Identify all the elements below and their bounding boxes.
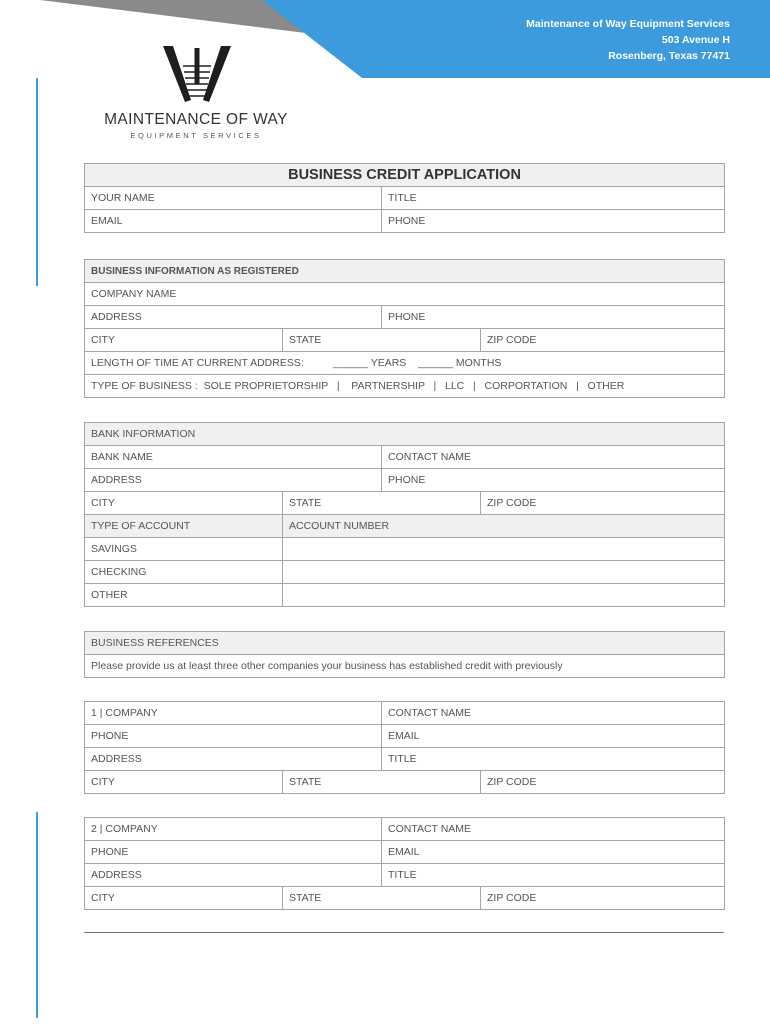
ref2-contact-name-field[interactable]: CONTACT NAME: [382, 818, 725, 841]
type-of-business-field[interactable]: TYPE OF BUSINESS : SOLE PROPRIETORSHIP | PARTNERSHIP | LLC | CORPORTATION | OTHER: [85, 375, 725, 398]
bank-contact-name-field[interactable]: CONTACT NAME: [382, 446, 725, 469]
email-field[interactable]: EMAIL: [85, 210, 382, 233]
business-phone-field[interactable]: PHONE: [382, 306, 725, 329]
ref2-city-field[interactable]: CITY: [85, 887, 283, 910]
bank-phone-field[interactable]: PHONE: [382, 469, 725, 492]
company-city-state-zip: Rosenberg, Texas 77471: [608, 50, 730, 62]
ref1-address-field[interactable]: ADDRESS: [85, 748, 382, 771]
business-info-heading: BUSINESS INFORMATION AS REGISTERED: [85, 260, 725, 283]
ref2-title-field[interactable]: TITLE: [382, 864, 725, 887]
ref2-zip-field[interactable]: ZIP CODE: [481, 887, 725, 910]
phone-field[interactable]: PHONE: [382, 210, 725, 233]
ref1-company-field[interactable]: 1 | COMPANY: [85, 702, 382, 725]
references-instructions: Please provide us at least three other companies your business has established credit with previously: [85, 655, 725, 678]
checking-label: CHECKING: [85, 561, 283, 584]
bank-state-field[interactable]: STATE: [283, 492, 481, 515]
savings-label: SAVINGS: [85, 538, 283, 561]
ref1-email-field[interactable]: EMAIL: [382, 725, 725, 748]
company-name: Maintenance of Way Equipment Services: [526, 18, 730, 30]
business-zip-field[interactable]: ZIP CODE: [481, 329, 725, 352]
bank-info-table: [84, 422, 725, 607]
reference-1-table: [84, 701, 725, 794]
logo-name: MAINTENANCE OF WAY: [104, 111, 288, 128]
bank-name-field[interactable]: BANK NAME: [85, 446, 382, 469]
references-table: [84, 631, 725, 678]
other-account-number-field[interactable]: [283, 584, 725, 607]
applicant-table: [84, 163, 725, 233]
ref1-city-field[interactable]: CITY: [85, 771, 283, 794]
ref2-company-field[interactable]: 2 | COMPANY: [85, 818, 382, 841]
logo-w-icon: [161, 44, 233, 104]
company-street: 503 Avenue H: [661, 34, 730, 46]
savings-account-number-field[interactable]: [283, 538, 725, 561]
business-city-field[interactable]: CITY: [85, 329, 283, 352]
account-number-header: ACCOUNT NUMBER: [283, 515, 725, 538]
side-accent-bar-top: [36, 78, 38, 286]
ref1-phone-field[interactable]: PHONE: [85, 725, 382, 748]
reference-2-table: [84, 817, 725, 910]
ref1-title-field[interactable]: TITLE: [382, 748, 725, 771]
ref1-state-field[interactable]: STATE: [283, 771, 481, 794]
your-name-field[interactable]: YOUR NAME: [85, 187, 382, 210]
bank-address-field[interactable]: ADDRESS: [85, 469, 382, 492]
bank-city-field[interactable]: CITY: [85, 492, 283, 515]
company-name-field[interactable]: COMPANY NAME: [85, 283, 725, 306]
side-accent-bar-bottom: [36, 812, 38, 1018]
business-address-field[interactable]: ADDRESS: [85, 306, 382, 329]
ref2-address-field[interactable]: ADDRESS: [85, 864, 382, 887]
ref2-state-field[interactable]: STATE: [283, 887, 481, 910]
logo-subtitle: EQUIPMENT SERVICES: [130, 131, 262, 140]
ref1-zip-field[interactable]: ZIP CODE: [481, 771, 725, 794]
title-field[interactable]: TITLE: [382, 187, 725, 210]
type-of-account-header: TYPE OF ACCOUNT: [85, 515, 283, 538]
form-title: BUSINESS CREDIT APPLICATION: [85, 164, 725, 187]
ref2-email-field[interactable]: EMAIL: [382, 841, 725, 864]
length-of-time-field[interactable]: LENGTH OF TIME AT CURRENT ADDRESS: ______ YEARS ______ MONTHS: [85, 352, 725, 375]
bank-info-heading: BANK INFORMATION: [85, 423, 725, 446]
references-heading: BUSINESS REFERENCES: [85, 632, 725, 655]
business-state-field[interactable]: STATE: [283, 329, 481, 352]
ref2-phone-field[interactable]: PHONE: [85, 841, 382, 864]
ref1-contact-name-field[interactable]: CONTACT NAME: [382, 702, 725, 725]
company-address-block: [526, 16, 730, 64]
business-info-table: [84, 259, 725, 398]
bank-zip-field[interactable]: ZIP CODE: [481, 492, 725, 515]
checking-account-number-field[interactable]: [283, 561, 725, 584]
other-account-label: OTHER: [85, 584, 283, 607]
bottom-divider: [84, 932, 724, 933]
